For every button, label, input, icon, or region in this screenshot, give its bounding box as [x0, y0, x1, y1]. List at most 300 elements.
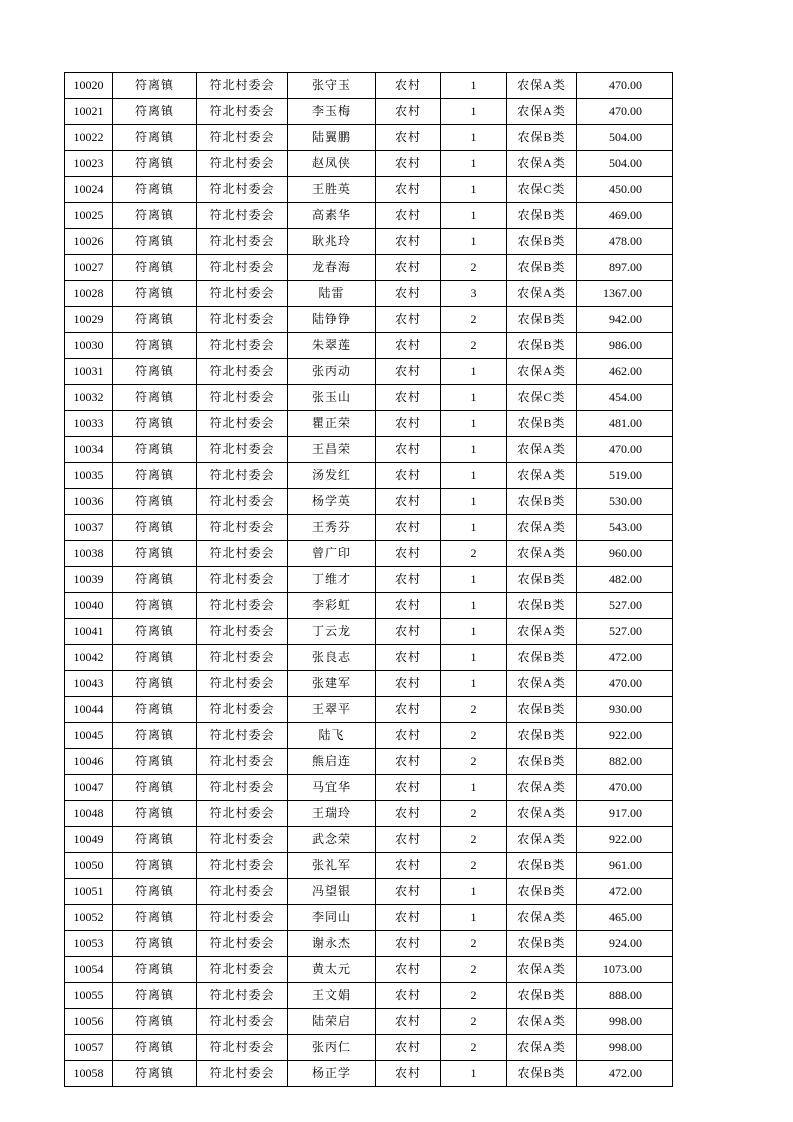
cell-village: 符北村委会: [197, 541, 288, 567]
cell-id: 10042: [65, 645, 113, 671]
cell-name: 杨正学: [288, 1061, 376, 1087]
cell-count: 1: [441, 905, 507, 931]
cell-town: 符离镇: [113, 567, 197, 593]
benefits-table: [64, 72, 673, 1087]
cell-type: 农村: [376, 931, 441, 957]
cell-name: 王胜英: [288, 177, 376, 203]
cell-town: 符离镇: [113, 411, 197, 437]
cell-id: 10026: [65, 229, 113, 255]
cell-category: 农保A类: [507, 359, 577, 385]
cell-id: 10020: [65, 73, 113, 99]
table-row: [65, 983, 673, 1009]
cell-amount: 470.00: [577, 437, 673, 463]
table-row: [65, 333, 673, 359]
cell-village: 符北村委会: [197, 307, 288, 333]
cell-town: 符离镇: [113, 515, 197, 541]
cell-town: 符离镇: [113, 1035, 197, 1061]
cell-id: 10046: [65, 749, 113, 775]
table-row: [65, 437, 673, 463]
cell-name: 张玉山: [288, 385, 376, 411]
cell-type: 农村: [376, 489, 441, 515]
cell-name: 张建军: [288, 671, 376, 697]
cell-count: 1: [441, 645, 507, 671]
cell-type: 农村: [376, 827, 441, 853]
cell-category: 农保B类: [507, 593, 577, 619]
cell-town: 符离镇: [113, 853, 197, 879]
cell-category: 农保A类: [507, 619, 577, 645]
cell-town: 符离镇: [113, 801, 197, 827]
cell-village: 符北村委会: [197, 489, 288, 515]
cell-id: 10038: [65, 541, 113, 567]
cell-type: 农村: [376, 515, 441, 541]
cell-category: 农保A类: [507, 1035, 577, 1061]
cell-count: 1: [441, 151, 507, 177]
cell-id: 10055: [65, 983, 113, 1009]
cell-village: 符北村委会: [197, 619, 288, 645]
cell-amount: 922.00: [577, 827, 673, 853]
cell-name: 王秀芬: [288, 515, 376, 541]
cell-category: 农保A类: [507, 281, 577, 307]
cell-village: 符北村委会: [197, 671, 288, 697]
cell-amount: 478.00: [577, 229, 673, 255]
table-row: [65, 489, 673, 515]
cell-count: 1: [441, 125, 507, 151]
table-row: [65, 853, 673, 879]
cell-type: 农村: [376, 723, 441, 749]
cell-type: 农村: [376, 619, 441, 645]
cell-name: 陆荣启: [288, 1009, 376, 1035]
cell-id: 10027: [65, 255, 113, 281]
cell-amount: 530.00: [577, 489, 673, 515]
cell-town: 符离镇: [113, 749, 197, 775]
cell-category: 农保B类: [507, 489, 577, 515]
cell-name: 张丙动: [288, 359, 376, 385]
cell-village: 符北村委会: [197, 593, 288, 619]
cell-village: 符北村委会: [197, 229, 288, 255]
cell-name: 王昌荣: [288, 437, 376, 463]
cell-amount: 472.00: [577, 1061, 673, 1087]
cell-amount: 922.00: [577, 723, 673, 749]
cell-count: 1: [441, 671, 507, 697]
cell-name: 王翠平: [288, 697, 376, 723]
cell-count: 2: [441, 749, 507, 775]
cell-category: 农保A类: [507, 73, 577, 99]
cell-town: 符离镇: [113, 645, 197, 671]
cell-type: 农村: [376, 1035, 441, 1061]
cell-type: 农村: [376, 749, 441, 775]
cell-name: 张礼军: [288, 853, 376, 879]
table-row: [65, 593, 673, 619]
cell-type: 农村: [376, 177, 441, 203]
cell-town: 符离镇: [113, 151, 197, 177]
cell-name: 曾广印: [288, 541, 376, 567]
cell-id: 10030: [65, 333, 113, 359]
cell-id: 10024: [65, 177, 113, 203]
cell-amount: 462.00: [577, 359, 673, 385]
table-row: [65, 1009, 673, 1035]
cell-village: 符北村委会: [197, 125, 288, 151]
cell-category: 农保A类: [507, 1009, 577, 1035]
cell-category: 农保A类: [507, 541, 577, 567]
cell-amount: 942.00: [577, 307, 673, 333]
cell-name: 黄太元: [288, 957, 376, 983]
cell-village: 符北村委会: [197, 697, 288, 723]
cell-name: 马宜华: [288, 775, 376, 801]
table-row: [65, 567, 673, 593]
cell-name: 高素华: [288, 203, 376, 229]
cell-name: 李玉梅: [288, 99, 376, 125]
cell-name: 张良志: [288, 645, 376, 671]
cell-count: 1: [441, 1061, 507, 1087]
cell-name: 冯望银: [288, 879, 376, 905]
cell-count: 2: [441, 255, 507, 281]
cell-category: 农保B类: [507, 1061, 577, 1087]
cell-town: 符离镇: [113, 593, 197, 619]
cell-id: 10032: [65, 385, 113, 411]
cell-village: 符北村委会: [197, 801, 288, 827]
cell-town: 符离镇: [113, 489, 197, 515]
cell-town: 符离镇: [113, 463, 197, 489]
cell-amount: 454.00: [577, 385, 673, 411]
cell-town: 符离镇: [113, 931, 197, 957]
cell-name: 谢永杰: [288, 931, 376, 957]
cell-type: 农村: [376, 983, 441, 1009]
cell-type: 农村: [376, 437, 441, 463]
cell-count: 2: [441, 723, 507, 749]
cell-amount: 472.00: [577, 879, 673, 905]
table-row: [65, 645, 673, 671]
cell-type: 农村: [376, 1009, 441, 1035]
cell-category: 农保B类: [507, 723, 577, 749]
cell-id: 10058: [65, 1061, 113, 1087]
cell-amount: 917.00: [577, 801, 673, 827]
cell-category: 农保A类: [507, 151, 577, 177]
table-row: [65, 177, 673, 203]
cell-count: 2: [441, 957, 507, 983]
cell-count: 1: [441, 775, 507, 801]
cell-type: 农村: [376, 775, 441, 801]
cell-id: 10031: [65, 359, 113, 385]
cell-id: 10022: [65, 125, 113, 151]
cell-name: 张丙仁: [288, 1035, 376, 1061]
cell-name: 汤发红: [288, 463, 376, 489]
cell-id: 10035: [65, 463, 113, 489]
cell-village: 符北村委会: [197, 775, 288, 801]
cell-count: 1: [441, 229, 507, 255]
cell-category: 农保B类: [507, 229, 577, 255]
cell-name: 张守玉: [288, 73, 376, 99]
table-row: [65, 827, 673, 853]
cell-count: 1: [441, 515, 507, 541]
table-row: [65, 905, 673, 931]
cell-category: 农保B类: [507, 255, 577, 281]
cell-count: 1: [441, 73, 507, 99]
cell-id: 10033: [65, 411, 113, 437]
cell-id: 10049: [65, 827, 113, 853]
table-row: [65, 203, 673, 229]
cell-town: 符离镇: [113, 177, 197, 203]
cell-count: 3: [441, 281, 507, 307]
cell-name: 李彩虹: [288, 593, 376, 619]
table-row: [65, 697, 673, 723]
table-row: [65, 281, 673, 307]
cell-id: 10052: [65, 905, 113, 931]
cell-type: 农村: [376, 645, 441, 671]
cell-amount: 527.00: [577, 593, 673, 619]
table-row: [65, 749, 673, 775]
cell-type: 农村: [376, 541, 441, 567]
cell-town: 符离镇: [113, 385, 197, 411]
cell-town: 符离镇: [113, 671, 197, 697]
cell-village: 符北村委会: [197, 515, 288, 541]
table-row: [65, 1035, 673, 1061]
cell-type: 农村: [376, 853, 441, 879]
cell-category: 农保B类: [507, 983, 577, 1009]
cell-amount: 1367.00: [577, 281, 673, 307]
cell-name: 朱翠莲: [288, 333, 376, 359]
cell-category: 农保A类: [507, 827, 577, 853]
table-row: [65, 229, 673, 255]
cell-id: 10054: [65, 957, 113, 983]
cell-category: 农保B类: [507, 411, 577, 437]
cell-id: 10037: [65, 515, 113, 541]
cell-count: 1: [441, 489, 507, 515]
cell-town: 符离镇: [113, 255, 197, 281]
cell-amount: 960.00: [577, 541, 673, 567]
cell-town: 符离镇: [113, 307, 197, 333]
cell-category: 农保B类: [507, 307, 577, 333]
cell-name: 陆雷: [288, 281, 376, 307]
cell-amount: 986.00: [577, 333, 673, 359]
cell-name: 王瑞玲: [288, 801, 376, 827]
cell-village: 符北村委会: [197, 957, 288, 983]
cell-type: 农村: [376, 151, 441, 177]
cell-village: 符北村委会: [197, 151, 288, 177]
cell-type: 农村: [376, 879, 441, 905]
cell-village: 符北村委会: [197, 723, 288, 749]
cell-type: 农村: [376, 957, 441, 983]
cell-type: 农村: [376, 905, 441, 931]
cell-count: 1: [441, 177, 507, 203]
cell-amount: 470.00: [577, 775, 673, 801]
cell-type: 农村: [376, 567, 441, 593]
cell-count: 2: [441, 931, 507, 957]
cell-category: 农保A类: [507, 515, 577, 541]
cell-amount: 527.00: [577, 619, 673, 645]
cell-id: 10050: [65, 853, 113, 879]
cell-village: 符北村委会: [197, 1061, 288, 1087]
cell-id: 10040: [65, 593, 113, 619]
cell-town: 符离镇: [113, 541, 197, 567]
cell-town: 符离镇: [113, 99, 197, 125]
table-row: [65, 151, 673, 177]
cell-village: 符北村委会: [197, 853, 288, 879]
cell-id: 10036: [65, 489, 113, 515]
cell-type: 农村: [376, 385, 441, 411]
cell-amount: 543.00: [577, 515, 673, 541]
cell-category: 农保A类: [507, 775, 577, 801]
cell-category: 农保A类: [507, 801, 577, 827]
table-row: [65, 385, 673, 411]
cell-village: 符北村委会: [197, 411, 288, 437]
cell-name: 龙春海: [288, 255, 376, 281]
cell-count: 2: [441, 1009, 507, 1035]
table-row: [65, 99, 673, 125]
cell-name: 武念荣: [288, 827, 376, 853]
cell-town: 符离镇: [113, 333, 197, 359]
cell-village: 符北村委会: [197, 983, 288, 1009]
cell-id: 10025: [65, 203, 113, 229]
cell-town: 符离镇: [113, 229, 197, 255]
table-row: [65, 307, 673, 333]
cell-id: 10023: [65, 151, 113, 177]
cell-name: 耿兆玲: [288, 229, 376, 255]
cell-type: 农村: [376, 333, 441, 359]
cell-name: 陆飞: [288, 723, 376, 749]
cell-village: 符北村委会: [197, 437, 288, 463]
cell-category: 农保B类: [507, 697, 577, 723]
cell-count: 2: [441, 333, 507, 359]
cell-name: 瞿正荣: [288, 411, 376, 437]
cell-count: 1: [441, 463, 507, 489]
cell-count: 1: [441, 203, 507, 229]
cell-town: 符离镇: [113, 73, 197, 99]
table-row: [65, 255, 673, 281]
cell-amount: 897.00: [577, 255, 673, 281]
cell-type: 农村: [376, 359, 441, 385]
cell-amount: 470.00: [577, 73, 673, 99]
cell-id: 10051: [65, 879, 113, 905]
cell-type: 农村: [376, 281, 441, 307]
cell-village: 符北村委会: [197, 333, 288, 359]
cell-amount: 1073.00: [577, 957, 673, 983]
cell-amount: 961.00: [577, 853, 673, 879]
cell-category: 农保A类: [507, 437, 577, 463]
cell-count: 1: [441, 619, 507, 645]
cell-count: 1: [441, 567, 507, 593]
cell-amount: 930.00: [577, 697, 673, 723]
cell-village: 符北村委会: [197, 463, 288, 489]
cell-amount: 469.00: [577, 203, 673, 229]
cell-id: 10056: [65, 1009, 113, 1035]
cell-village: 符北村委会: [197, 879, 288, 905]
cell-amount: 888.00: [577, 983, 673, 1009]
cell-type: 农村: [376, 307, 441, 333]
cell-id: 10047: [65, 775, 113, 801]
table-row: [65, 801, 673, 827]
cell-type: 农村: [376, 203, 441, 229]
cell-name: 陆铮铮: [288, 307, 376, 333]
cell-type: 农村: [376, 593, 441, 619]
cell-id: 10041: [65, 619, 113, 645]
cell-category: 农保B类: [507, 879, 577, 905]
cell-village: 符北村委会: [197, 203, 288, 229]
table-row: [65, 619, 673, 645]
cell-village: 符北村委会: [197, 905, 288, 931]
table-row: [65, 411, 673, 437]
cell-village: 符北村委会: [197, 359, 288, 385]
cell-category: 农保B类: [507, 333, 577, 359]
cell-amount: 504.00: [577, 125, 673, 151]
cell-name: 王文娟: [288, 983, 376, 1009]
cell-count: 2: [441, 801, 507, 827]
cell-count: 2: [441, 697, 507, 723]
table-row: [65, 957, 673, 983]
cell-id: 10021: [65, 99, 113, 125]
cell-town: 符离镇: [113, 619, 197, 645]
cell-village: 符北村委会: [197, 827, 288, 853]
cell-category: 农保B类: [507, 931, 577, 957]
cell-category: 农保B类: [507, 749, 577, 775]
cell-town: 符离镇: [113, 983, 197, 1009]
cell-amount: 472.00: [577, 645, 673, 671]
cell-category: 农保C类: [507, 385, 577, 411]
cell-type: 农村: [376, 125, 441, 151]
cell-town: 符离镇: [113, 359, 197, 385]
cell-amount: 924.00: [577, 931, 673, 957]
cell-type: 农村: [376, 801, 441, 827]
cell-type: 农村: [376, 671, 441, 697]
cell-category: 农保B类: [507, 567, 577, 593]
cell-type: 农村: [376, 463, 441, 489]
cell-town: 符离镇: [113, 827, 197, 853]
cell-village: 符北村委会: [197, 567, 288, 593]
cell-village: 符北村委会: [197, 749, 288, 775]
cell-amount: 470.00: [577, 99, 673, 125]
cell-name: 杨学英: [288, 489, 376, 515]
table-row: [65, 931, 673, 957]
cell-village: 符北村委会: [197, 99, 288, 125]
cell-amount: 470.00: [577, 671, 673, 697]
table-row: [65, 541, 673, 567]
cell-id: 10044: [65, 697, 113, 723]
cell-count: 2: [441, 827, 507, 853]
cell-town: 符离镇: [113, 1009, 197, 1035]
cell-category: 农保B类: [507, 853, 577, 879]
cell-type: 农村: [376, 229, 441, 255]
cell-amount: 504.00: [577, 151, 673, 177]
cell-type: 农村: [376, 1061, 441, 1087]
cell-type: 农村: [376, 697, 441, 723]
table-row: [65, 1061, 673, 1087]
cell-town: 符离镇: [113, 879, 197, 905]
cell-id: 10029: [65, 307, 113, 333]
cell-amount: 519.00: [577, 463, 673, 489]
cell-count: 1: [441, 359, 507, 385]
cell-town: 符离镇: [113, 125, 197, 151]
cell-village: 符北村委会: [197, 1035, 288, 1061]
cell-id: 10057: [65, 1035, 113, 1061]
cell-type: 农村: [376, 99, 441, 125]
cell-id: 10045: [65, 723, 113, 749]
cell-type: 农村: [376, 411, 441, 437]
cell-type: 农村: [376, 73, 441, 99]
cell-village: 符北村委会: [197, 255, 288, 281]
cell-village: 符北村委会: [197, 385, 288, 411]
cell-village: 符北村委会: [197, 1009, 288, 1035]
cell-town: 符离镇: [113, 957, 197, 983]
cell-name: 赵凤侠: [288, 151, 376, 177]
cell-amount: 481.00: [577, 411, 673, 437]
table-row: [65, 73, 673, 99]
cell-village: 符北村委会: [197, 73, 288, 99]
cell-id: 10039: [65, 567, 113, 593]
cell-category: 农保A类: [507, 957, 577, 983]
cell-town: 符离镇: [113, 1061, 197, 1087]
cell-category: 农保B类: [507, 203, 577, 229]
cell-town: 符离镇: [113, 905, 197, 931]
cell-category: 农保A类: [507, 671, 577, 697]
